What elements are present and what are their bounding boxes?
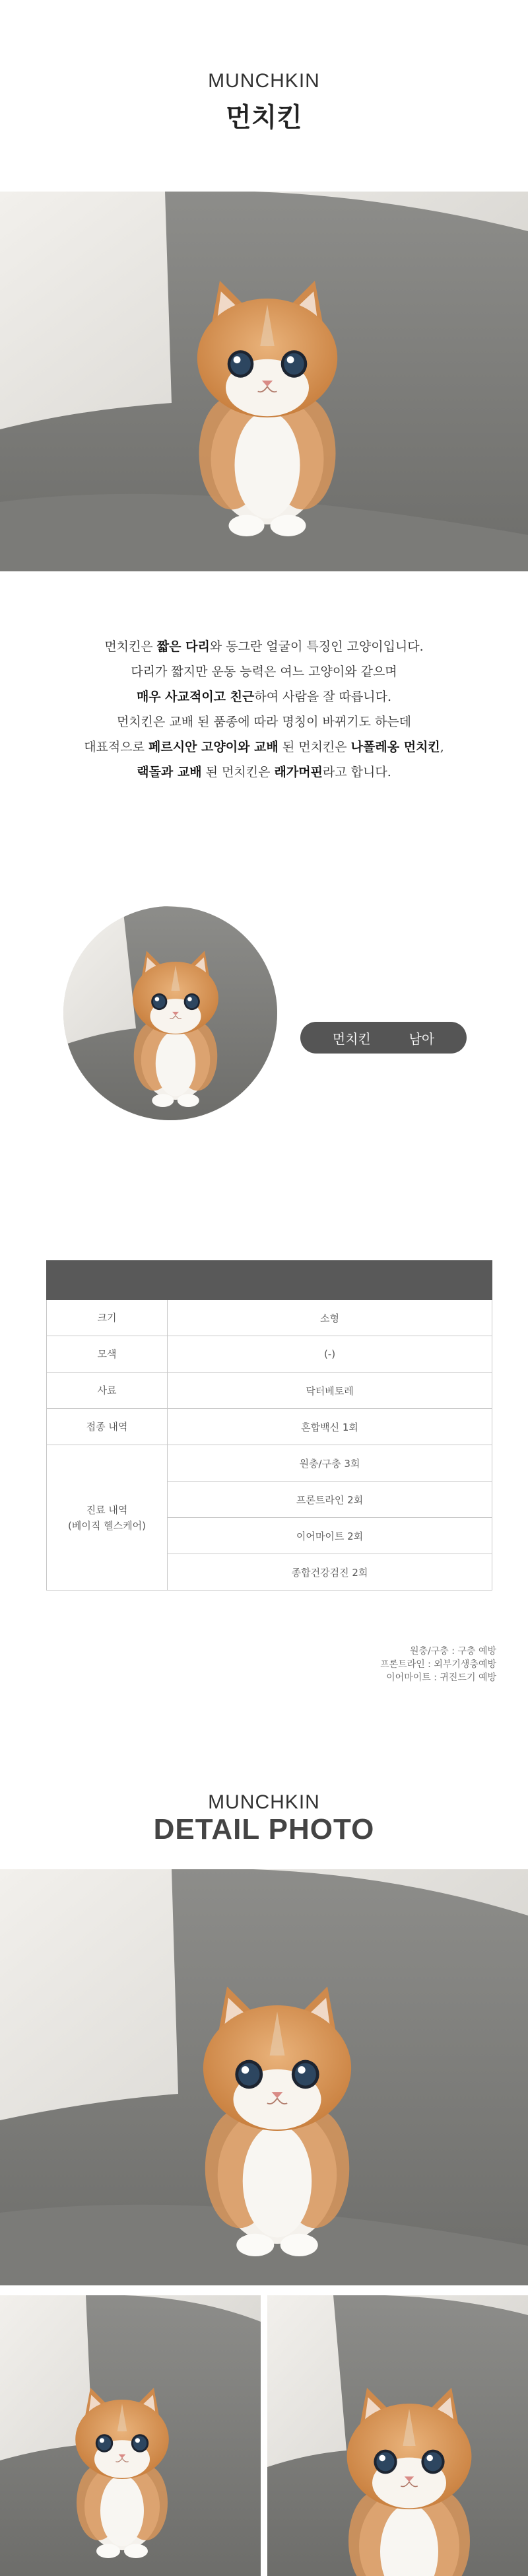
table-header-cell bbox=[47, 1261, 168, 1300]
table-row-value: 원충/구충 3회 bbox=[168, 1445, 492, 1482]
description-line bbox=[0, 734, 528, 760]
footnotes bbox=[380, 1645, 496, 1684]
description-highlight: 매우 사교적이고 친근 bbox=[136, 690, 255, 704]
detail-cat-photo-right bbox=[267, 2295, 528, 2576]
pet-info-table bbox=[46, 1260, 492, 1591]
detail-cat-photo-left bbox=[0, 2295, 261, 2576]
breed-description bbox=[0, 634, 528, 785]
table-row-label: 진료 내역 (베이직 헬스케어) bbox=[47, 1445, 168, 1591]
breed-label: 먼치킨 bbox=[332, 1030, 371, 1047]
footnote: 원충/구충 : 구충 예방 bbox=[410, 1646, 496, 1657]
detail-cat-photo-large bbox=[0, 1869, 528, 2285]
description-text: 와 동그란 얼굴이 특징인 고양이입니다. bbox=[209, 639, 424, 654]
table-row-label: 크기 bbox=[47, 1300, 168, 1336]
footnote: 프론트라인 : 외부기생충예방 bbox=[380, 1659, 496, 1670]
table-row-label: 모색 bbox=[47, 1336, 168, 1373]
description-text: 대표적으로 bbox=[84, 740, 148, 754]
detail-brand-en: MUNCHKIN bbox=[208, 1791, 320, 1813]
description-text: 하여 사람을 잘 따릅니다. bbox=[254, 690, 392, 704]
table-row-value: 닥터베토레 bbox=[168, 1373, 492, 1409]
description-line bbox=[0, 659, 528, 684]
table-header-cell bbox=[168, 1261, 492, 1300]
sex-label: 남아 bbox=[409, 1030, 435, 1047]
description-highlight: 페르시안 고양이와 교배 bbox=[148, 740, 279, 754]
description-highlight: 나폴레옹 먼치킨 bbox=[350, 740, 440, 754]
brand-name-ko: 먼치킨 bbox=[226, 102, 302, 133]
table-row-value: 종합건강검진 2회 bbox=[168, 1554, 492, 1591]
detail-photo-title: DETAIL PHOTO bbox=[153, 1813, 375, 1845]
table-row-value: 소형 bbox=[168, 1300, 492, 1336]
description-text: 먼치킨은 교배 된 품종에 따라 명칭이 바뀌기도 하는데 bbox=[116, 715, 412, 729]
description-line bbox=[0, 709, 528, 734]
brand-name-en: MUNCHKIN bbox=[208, 70, 320, 92]
table-row bbox=[47, 1336, 492, 1373]
hero-cat-photo bbox=[0, 192, 528, 571]
footnote: 이어마이트 : 귀진드기 예방 bbox=[386, 1672, 496, 1683]
table-row-value: 프론트라인 2회 bbox=[168, 1482, 492, 1518]
table-row-label: 접종 내역 bbox=[47, 1409, 168, 1445]
table-row-label: 사료 bbox=[47, 1373, 168, 1409]
description-text: 라고 합니다. bbox=[322, 765, 391, 779]
table-row-value: 이어마이트 2회 bbox=[168, 1518, 492, 1554]
description-text: 먼치킨은 bbox=[104, 639, 157, 654]
description-text: , bbox=[440, 740, 444, 754]
description-text: 다리가 짧지만 운동 능력은 여느 고양이와 같으며 bbox=[131, 664, 397, 679]
description-line bbox=[0, 684, 528, 709]
description-text: 된 먼치킨은 bbox=[201, 765, 275, 779]
table-row-value: (-) bbox=[168, 1336, 492, 1373]
table-row bbox=[47, 1445, 492, 1482]
description-highlight: 랙돌과 교배 bbox=[137, 765, 202, 779]
description-highlight: 래가머핀 bbox=[274, 765, 323, 779]
table-header-row bbox=[47, 1261, 492, 1300]
profile-cat-photo bbox=[63, 906, 277, 1120]
table-row bbox=[47, 1409, 492, 1445]
table-row bbox=[47, 1373, 492, 1409]
table-row bbox=[47, 1300, 492, 1336]
description-highlight: 짧은 다리 bbox=[156, 639, 210, 654]
table-row-value: 혼합백신 1회 bbox=[168, 1409, 492, 1445]
profile-info-badge bbox=[300, 1022, 467, 1054]
description-text: 된 먼치킨은 bbox=[278, 740, 351, 754]
description-line bbox=[0, 760, 528, 785]
description-line bbox=[0, 634, 528, 659]
